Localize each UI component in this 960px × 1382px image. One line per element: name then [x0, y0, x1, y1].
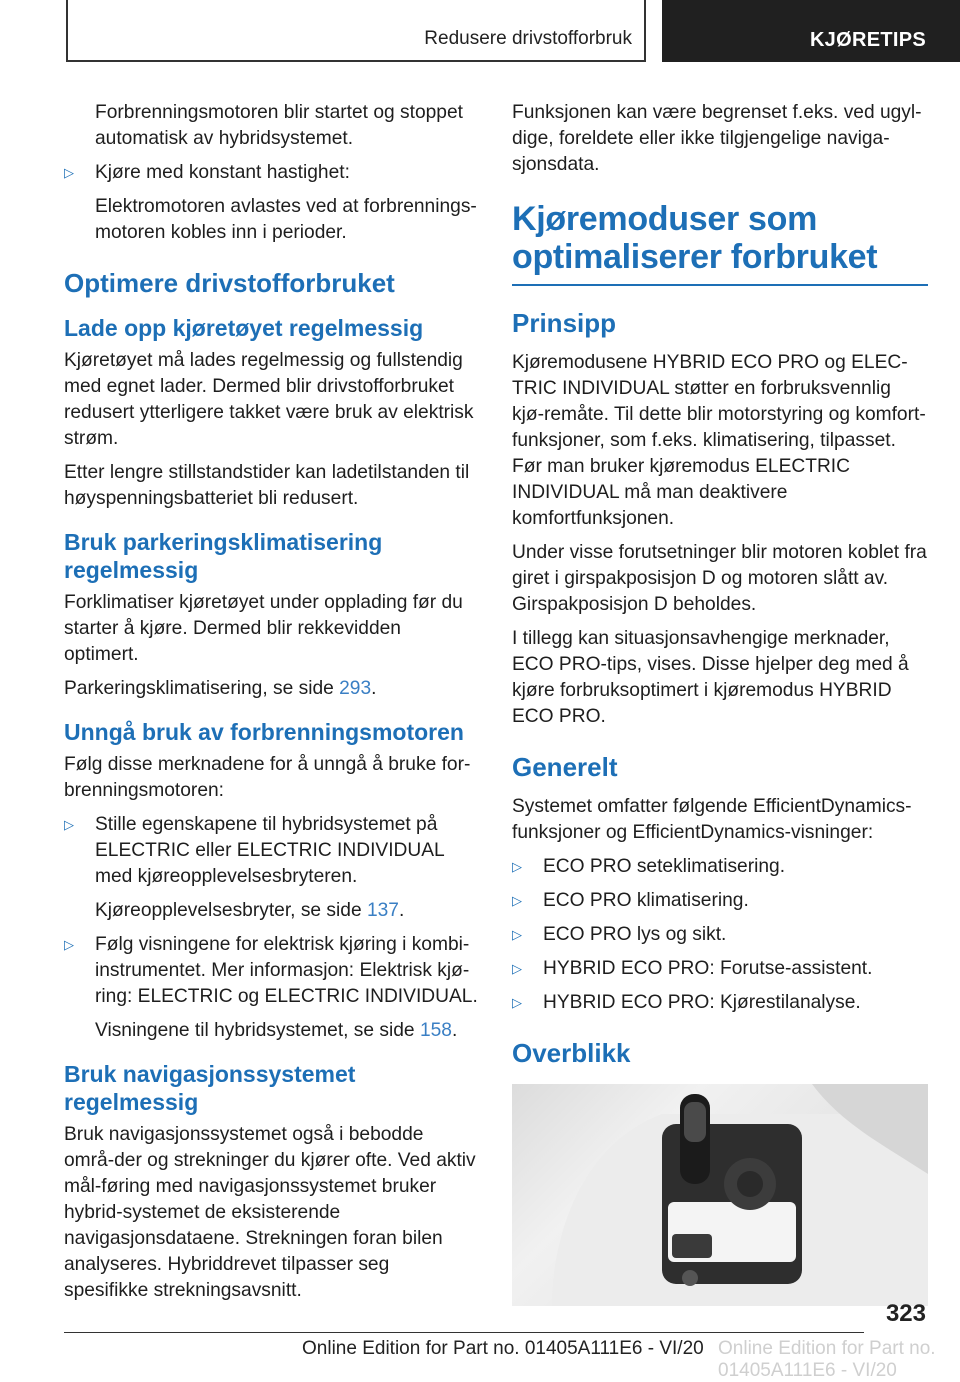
bullet-triangle-icon: ▷	[64, 817, 74, 832]
heading-charge: Lade opp kjøretøyet regelmessig	[64, 315, 424, 341]
bullet-text: ECO PRO seteklimatisering.	[543, 856, 786, 877]
right-column	[512, 100, 928, 1306]
bullet-text: ECO PRO lys og sikt.	[543, 924, 727, 945]
paragraph-principle-3: I tillegg kan situasjonsavhengige merknader, ECO PRO-tips, vises. Disse hjelper deg med å kjøre forbruksoptimert i kjøremodus HYBRID ECO PRO.	[512, 628, 909, 727]
bullet-item	[64, 160, 478, 186]
paragraph-principle-1: Kjøremodusene HYBRID ECO PRO og ELEC‐TRIC INDIVIDUAL støtter en forbruksvennlig kjø‐remåte. Til dette blir motorstyring og komfort‐funksjoner, som f.eks. klimatisering, tilpasset. Før man bruker kjøremodus ELECTRIC INDIVIDUAL må man deaktivere komfortfunksjonen.	[512, 352, 926, 529]
heading-overview: Overblikk	[512, 1038, 631, 1068]
bullet-triangle-icon: ▷	[512, 927, 522, 942]
heading-principle: Prinsipp	[512, 308, 617, 338]
bullet-item	[64, 932, 478, 1010]
paragraph-limit: Funksjonen kan være begrenset f.eks. ved ugyl‐dige, foreldete eller ikke tilgjengelige naviga‐sjonsdata.	[512, 102, 922, 175]
bullet-triangle-icon: ▷	[512, 859, 522, 874]
center-console-illustration	[512, 1084, 928, 1306]
bullet-item	[512, 956, 928, 982]
heading-avoid: Unngå bruk av forbrenningsmotoren	[64, 719, 464, 745]
page-number: 323	[885, 1300, 926, 1327]
bullet-text: HYBRID ECO PRO: Kjørestilanalyse.	[543, 992, 861, 1013]
heading-drive-modes: Kjøremoduser som optimaliserer forbruket	[512, 200, 928, 286]
bullet-text: Følg visningene for elektrisk kjøring i kombi‐instrumentet. Mer informasjon: Elektrisk kjø‐ring: ELECTRIC og ELECTRIC INDIVIDUAL.	[95, 934, 478, 1007]
paragraph-principle-2: Under visse forutsetninger blir motoren koblet fra giret i girspakposisjon D og motoren slått av. Girspakposisjon D beholdes.	[512, 542, 927, 615]
footer-edition: Online Edition for Part no. 01405A111E6 - VI/20	[302, 1338, 704, 1359]
bullet-text: HYBRID ECO PRO: Forutse-assistent.	[543, 958, 873, 979]
paragraph-climate-1: Forklimatiser kjøretøyet under opplading før du starter å kjøre. Dermed blir rekkevidden optimert.	[64, 592, 463, 665]
bullet-triangle-icon: ▷	[512, 893, 522, 908]
heading-optimize: Optimere drivstofforbruket	[64, 268, 395, 298]
paragraph-charge-1: Kjøretøyet må lades regelmessig og fullstendig med egnet lader. Dermed blir drivstofforbruket redusert ytterligere takket være bruk av elektrisk strøm.	[64, 350, 474, 449]
bullet-text: Kjøre med konstant hastighet:	[95, 162, 350, 183]
left-column	[64, 100, 478, 1312]
paragraph-avoid-ref-2: Visningene til hybridsystemet, se side 158.	[95, 1020, 458, 1041]
section-title: Redusere drivstofforbruk	[424, 28, 632, 49]
footer-watermark: Online Edition for Part no. 01405A111E6 - VI/20	[718, 1338, 936, 1381]
ref-text: Kjøreopplevelsesbryter, se side	[95, 900, 367, 921]
page-link-137[interactable]: 137	[366, 900, 399, 921]
bullet-text: ECO PRO klimatisering.	[543, 890, 749, 911]
bullet-item	[512, 854, 928, 880]
chapter-tab-label: KJØRETIPS	[809, 29, 926, 51]
header-frame	[66, 0, 646, 62]
paragraph-general: Systemet omfatter følgende EfficientDynamics-funksjoner og EfficientDynamics-visninger:	[512, 796, 912, 843]
bullet-triangle-icon: ▷	[512, 995, 522, 1010]
page-link-293[interactable]: 293	[339, 678, 372, 699]
bullet-triangle-icon: ▷	[512, 961, 522, 976]
bullet-item	[512, 922, 928, 948]
center-console-photo	[512, 1084, 928, 1306]
paragraph-speed: Elektromotoren avlastes ved at forbrennings‐motoren kobles inn i perioder.	[95, 196, 477, 243]
bullet-item	[512, 990, 928, 1016]
paragraph-avoid-ref-1: Kjøreopplevelsesbryter, se side 137.	[95, 900, 405, 921]
bullet-text: Stille egenskapene til hybridsystemet på ELECTRIC eller ELECTRIC INDIVIDUAL med kjøreopplevelsesbryteren.	[95, 814, 445, 887]
heading-climate: Bruk parkeringsklimatisering regelmessig	[64, 529, 383, 583]
page-link-158[interactable]: 158	[419, 1020, 452, 1041]
paragraph-charge-2: Etter lengre stillstandstider kan ladetilstanden til høyspenningsbatteriet bli redusert.	[64, 462, 470, 509]
paragraph-intro: Forbrenningsmotoren blir startet og stoppet automatisk av hybridsystemet.	[95, 102, 463, 149]
ref-text: Parkeringsklimatisering, se side	[64, 678, 340, 699]
ref-text: Visningene til hybridsystemet, se side	[95, 1020, 420, 1041]
bullet-item	[64, 812, 478, 890]
heading-navigation: Bruk navigasjonssystemet regelmessig	[64, 1061, 356, 1115]
bullet-triangle-icon: ▷	[64, 165, 74, 180]
footer-divider	[64, 1332, 864, 1333]
paragraph-climate-2: Parkeringsklimatisering, se side 293.	[64, 678, 377, 699]
bullet-item	[512, 888, 928, 914]
heading-general: Generelt	[512, 752, 618, 782]
paragraph-avoid: Følg disse merknadene for å unngå å bruke for‐brenningsmotoren:	[64, 754, 471, 801]
chapter-tab	[662, 0, 960, 62]
bullet-triangle-icon: ▷	[64, 937, 74, 952]
paragraph-navigation: Bruk navigasjonssystemet også i bebodde områ‐der og strekninger du kjører ofte. Ved aktiv mål‐føring med navigasjonssystemet bruker hybrid‐systemet de eksisterende navigasjonsdataene. Strekningen foran bilen analyseres. Hybriddrevet tilpasser seg spesifikke strekningsavsnitt.	[64, 1124, 476, 1301]
